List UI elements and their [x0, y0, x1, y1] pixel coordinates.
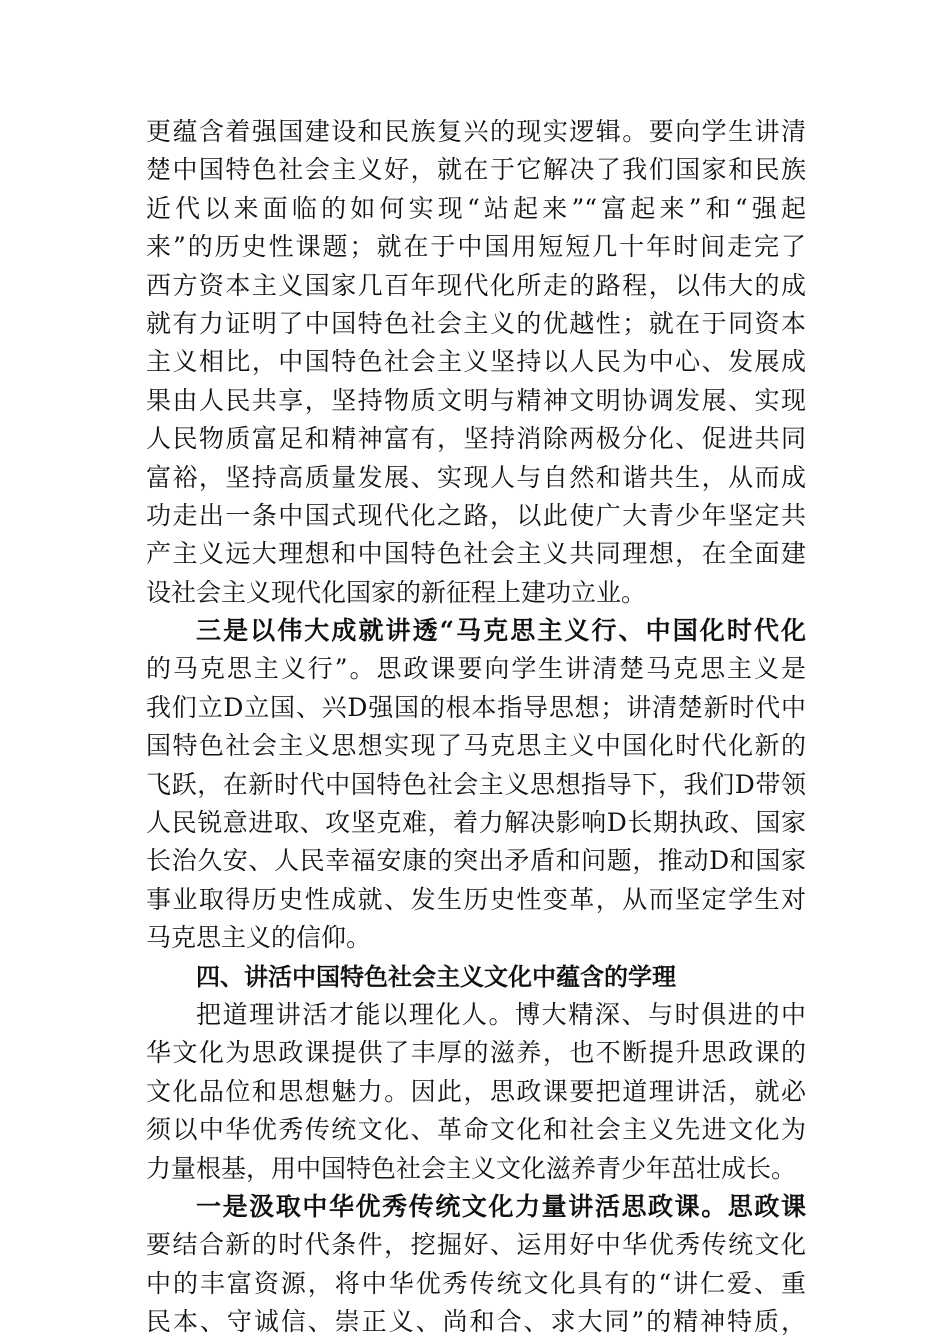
text-line: 果由人民共享，坚持物质文明与精神文明协调发展、实现: [146, 385, 806, 415]
text-line: 来”的历史性课题；就在于中国用短短几十年时间走完了: [146, 232, 806, 262]
text-line: 功走出一条中国式现代化之路，以此使广大青少年坚定共: [146, 500, 806, 530]
text-line: 我们立D立国、兴D强国的根本指导思想；讲清楚新时代中: [146, 692, 806, 722]
body-text: [146, 113, 806, 1342]
section-heading: 四、讲活中国特色社会主义文化中蕴含的学理: [196, 962, 676, 991]
text-line: 人民物质富足和精神富有，坚持消除两极分化、促进共同: [146, 424, 806, 454]
text-line: 华文化为思政课提供了丰厚的滋养，也不断提升思政课的: [146, 1038, 806, 1068]
text-line: 长治久安、人民幸福安康的突出矛盾和问题，推动D和国家: [146, 846, 806, 876]
text-line: 的马克思主义行”。思政课要向学生讲清楚马克思主义是: [146, 654, 806, 684]
text-line: 更蕴含着强国建设和民族复兴的现实逻辑。要向学生讲清: [146, 117, 806, 146]
text-line: 须以中华优秀传统文化、革命文化和社会主义先进文化为: [146, 1115, 806, 1145]
text-line: 近代以来面临的如何实现“站起来”“富起来”和“强起: [146, 193, 806, 223]
paragraph-end-line: 马克思主义的信仰。: [146, 923, 372, 953]
text-line: 要结合新的时代条件，挖掘好、运用好中华优秀传统文化: [146, 1230, 806, 1260]
text-line: 国特色社会主义思想实现了马克思主义中国化时代化新的: [146, 731, 806, 761]
text-line: 就有力证明了中国特色社会主义的优越性；就在于同资本: [146, 308, 806, 338]
text-line: 事业取得历史性成就、发生历史性变革，从而坚定学生对: [146, 884, 806, 914]
paragraph-end-line: 力量根基，用中国特色社会主义文化滋养青少年茁壮成长。: [146, 1153, 797, 1183]
bold-lead-line: 一是汲取中华优秀传统文化力量讲活思政课。思政课: [196, 1191, 806, 1221]
text-line: 飞跃，在新时代中国特色社会主义思想指导下，我们D带领: [146, 769, 806, 799]
text-line: 产主义远大理想和中国特色社会主义共同理想，在全面建: [146, 539, 806, 569]
text-line: 富裕，坚持高质量发展、实现人与自然和谐共生，从而成: [146, 462, 806, 492]
paragraph-end-line: 设社会主义现代化国家的新征程上建功立业。: [146, 577, 647, 607]
text-line: 中的丰富资源，将中华优秀传统文化具有的“讲仁爱、重: [146, 1268, 806, 1298]
text-line: 主义相比，中国特色社会主义坚持以人民为中心、发展成: [146, 347, 806, 377]
paragraph-start-line: 把道理讲活才能以理化人。博大精深、与时俱进的中: [196, 999, 806, 1029]
text-line: 西方资本主义国家几百年现代化所走的路程，以伟大的成: [146, 270, 806, 300]
text-line: 民本、守诚信、崇正义、尚和合、求大同”的精神特质，: [146, 1307, 806, 1337]
text-line: 人民锐意进取、攻坚克难，着力解决影响D长期执政、国家: [146, 808, 806, 838]
bold-lead-line: 三是以伟大成就讲透“马克思主义行、中国化时代化: [196, 616, 806, 646]
text-line: 文化品位和思想魅力。因此，思政课要把道理讲活，就必: [146, 1076, 806, 1106]
text-line: 楚中国特色社会主义好，就在于它解决了我们国家和民族: [146, 155, 806, 185]
